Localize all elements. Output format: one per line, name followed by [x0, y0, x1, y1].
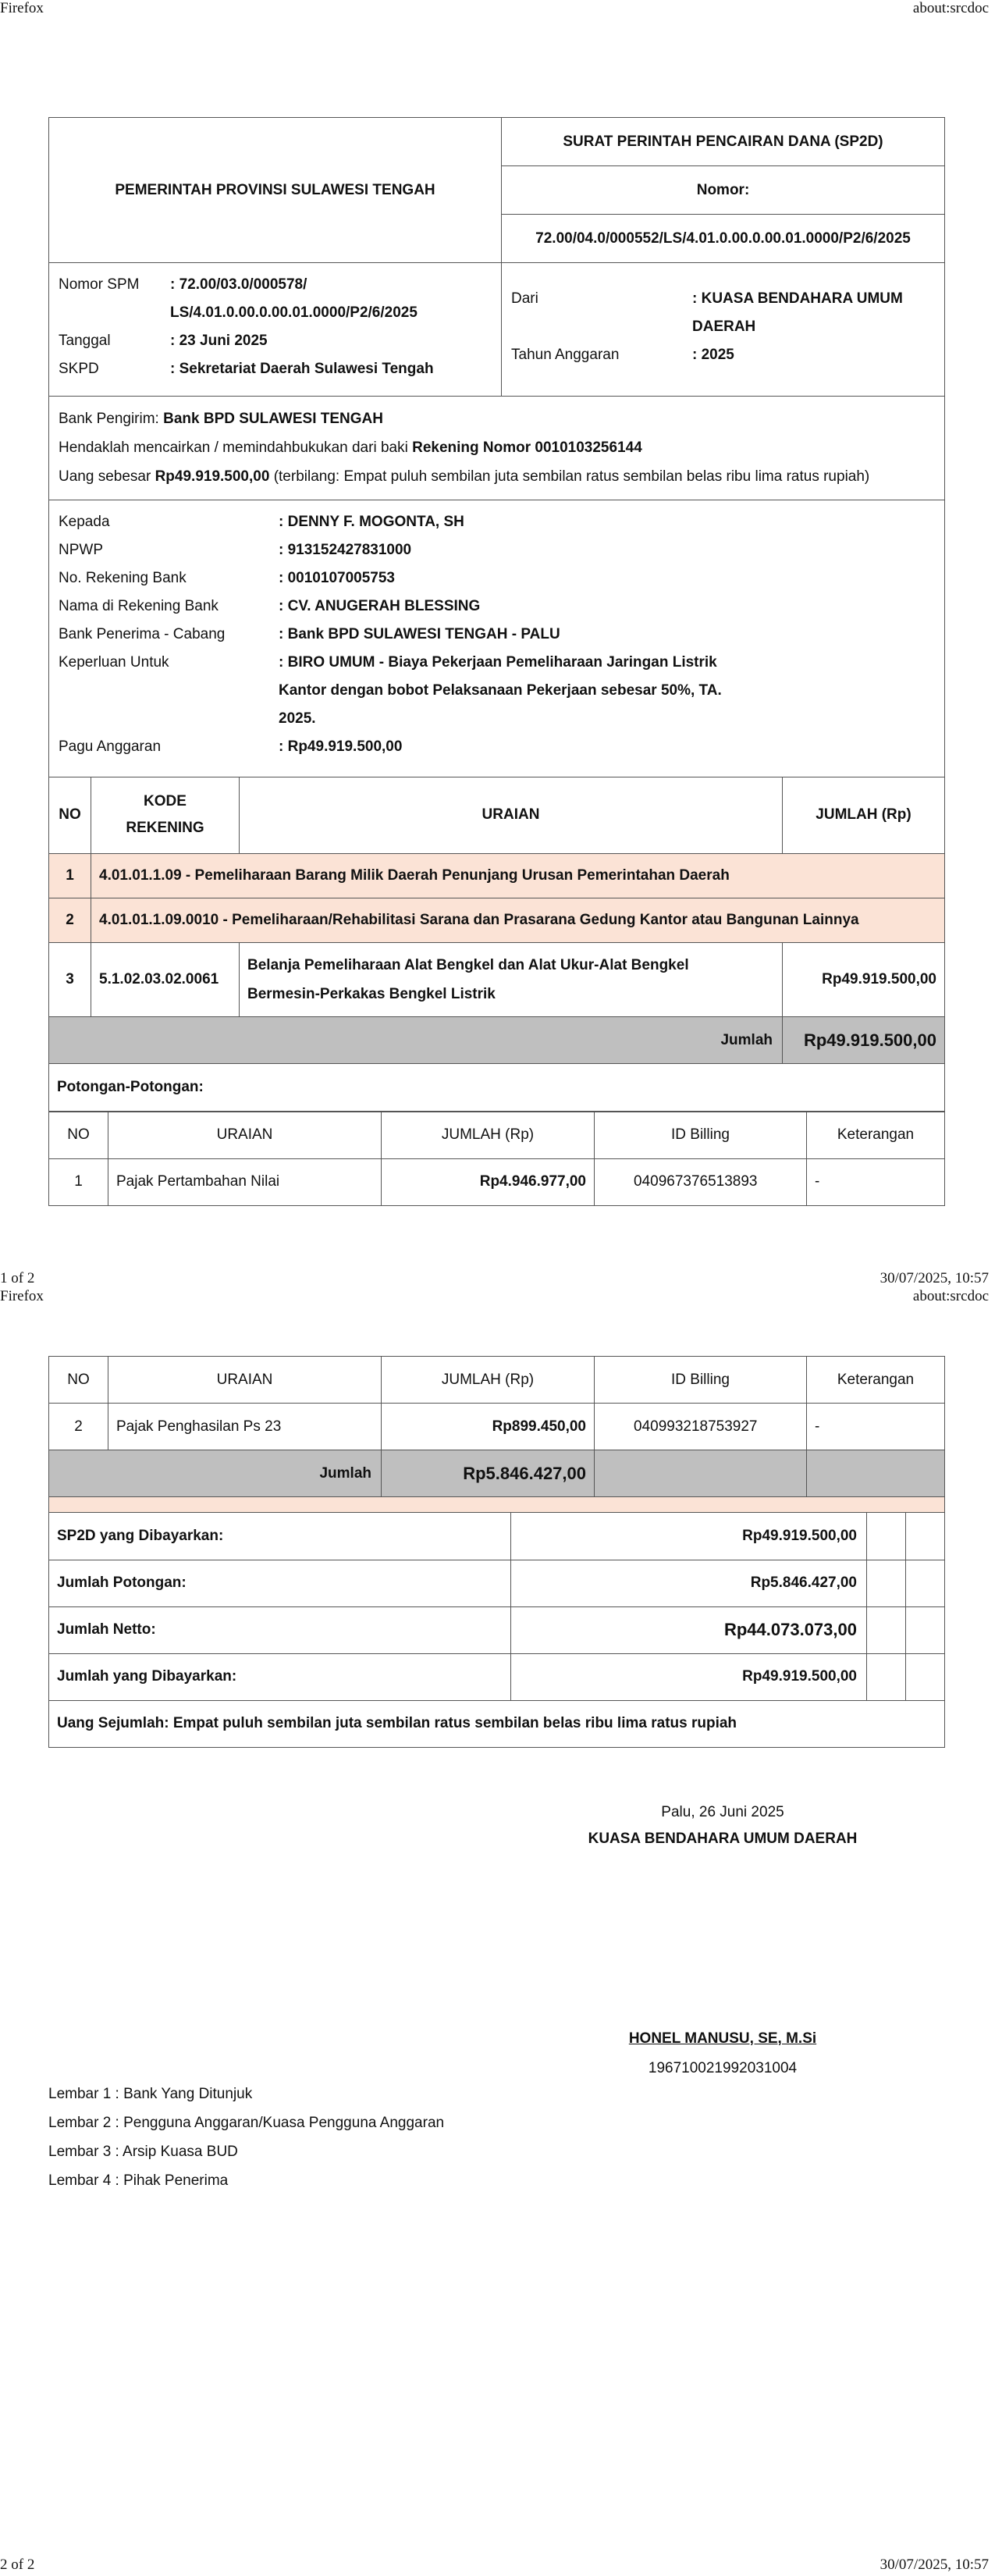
jumlah-dibayarkan-value: Rp49.919.500,00	[511, 1653, 867, 1700]
row3-uraian: Belanja Pemeliharaan Alat Bengkel dan Alat Ukur-Alat Bengkel Bermesin-Perkakas Bengkel Listrik	[240, 943, 783, 1017]
col-no-header: NO	[49, 777, 91, 854]
potongan-title-table	[48, 1064, 945, 1112]
jumlah-dibayarkan-label: Jumlah yang Dibayarkan:	[49, 1653, 511, 1700]
jumlah-potongan-label: Jumlah Potongan:	[49, 1560, 511, 1606]
row3-kode: 5.1.02.03.02.0061	[91, 943, 240, 1017]
keperluan-label: Keperluan Untuk	[59, 654, 169, 671]
signature-nip: 196710021992031004	[648, 2060, 798, 2076]
pot-row1-no: 1	[49, 1158, 108, 1205]
tahun-anggaran-value: : 2025	[692, 347, 734, 363]
keperluan-value: : BIRO UMUM - Biaya Pekerjaan Pemeliharaan Jaringan Listrik	[279, 654, 717, 671]
signature-name-block	[567, 2024, 879, 2083]
pot-total-empty-1	[595, 1450, 807, 1497]
pot-row2-uraian: Pajak Penghasilan Ps 23	[108, 1404, 382, 1450]
summary-row	[49, 1653, 945, 1700]
dari-info	[502, 263, 945, 396]
nomor-value: 72.00/04.0/000552/LS/4.01.0.00.0.00.01.0000/P2/6/2025	[502, 215, 945, 263]
rekening-value: : 0010107005753	[279, 570, 395, 586]
table-row	[49, 898, 945, 943]
pot-col-billing-p2: ID Billing	[595, 1357, 807, 1404]
summary-table	[48, 1513, 945, 1701]
pot-col-no: NO	[49, 1112, 108, 1158]
pot-row2-ket: -	[807, 1404, 945, 1450]
pot-row1-billing: 040967376513893	[595, 1158, 807, 1205]
jumlah-netto-label: Jumlah Netto:	[49, 1606, 511, 1653]
cabang-value: : Bank BPD SULAWESI TENGAH - PALU	[279, 626, 560, 642]
sebesar-value: Rp49.919.500,00	[155, 468, 270, 486]
pot-col-ket-p2: Keterangan	[807, 1357, 945, 1404]
bank-table	[48, 397, 945, 501]
list-item: Lembar 2 : Pengguna Anggaran/Kuasa Pengguna Anggaran	[48, 2115, 445, 2131]
dari-value-cont: DAERAH	[692, 318, 756, 335]
document-title: SURAT PERINTAH PENCAIRAN DANA (SP2D)	[502, 118, 945, 166]
pagu-value: : Rp49.919.500,00	[279, 738, 403, 755]
npwp-label: NPWP	[59, 542, 103, 558]
browser-url-p2: about:srcdoc	[912, 1288, 989, 1304]
list-item: Lembar 4 : Pihak Penerima	[48, 2172, 229, 2189]
nomor-spm-value-cont: LS/4.01.0.00.0.00.01.0000/P2/6/2025	[170, 304, 418, 321]
spm-info	[49, 263, 502, 396]
row1-text: 4.01.01.1.09 - Pemeliharaan Barang Milik Daerah Penunjang Urusan Pemerintahan Daerah	[91, 854, 945, 898]
row3-no: 3	[49, 943, 91, 1017]
rekening-nomor: Rekening Nomor 0010103256144	[412, 439, 642, 457]
sp2d-document-page-2	[48, 1356, 945, 1748]
pot-col-no-p2: NO	[49, 1357, 108, 1404]
pot-col-uraian: URAIAN	[108, 1112, 382, 1158]
pot-total-label: Jumlah	[49, 1450, 382, 1497]
table-row	[49, 854, 945, 898]
table-row	[49, 1404, 945, 1450]
nama-rekening-value: : CV. ANUGERAH BLESSING	[279, 598, 481, 614]
tanggal-label: Tanggal	[59, 333, 111, 349]
instruction-text: Hendaklah mencairkan / memindahbukukan dari baki	[59, 439, 413, 457]
pot-col-ket: Keterangan	[807, 1112, 945, 1158]
pot-row2-no: 2	[49, 1404, 108, 1450]
signature-block	[567, 1799, 879, 1852]
npwp-value: : 913152427831000	[279, 542, 412, 558]
sp2d-dibayarkan-label: SP2D yang Dibayarkan:	[49, 1513, 511, 1560]
nomor-spm-label: Nomor SPM	[59, 276, 140, 293]
keperluan-value-cont2: 2025.	[279, 710, 316, 727]
kepada-label: Kepada	[59, 514, 110, 530]
kepada-value: : DENNY F. MOGONTA, SH	[279, 514, 464, 530]
sebesar-label: Uang sebesar	[59, 468, 155, 486]
page-2-number: 2 of 2	[0, 2556, 35, 2573]
pot-col-billing: ID Billing	[595, 1112, 807, 1158]
table-row	[49, 943, 945, 1017]
pot-row2-billing: 040993218753927	[595, 1404, 807, 1450]
pot-row1-uraian: Pajak Pertambahan Nilai	[108, 1158, 382, 1205]
row2-text: 4.01.01.1.09.0010 - Pemeliharaan/Rehabilitasi Sarana dan Prasarana Gedung Kantor atau Bangunan Lainnya	[91, 898, 945, 943]
jumlah-netto-value: Rp44.073.073,00	[511, 1606, 867, 1653]
pot-row1-jumlah: Rp4.946.977,00	[382, 1158, 595, 1205]
government-name: PEMERINTAH PROVINSI SULAWESI TENGAH	[49, 118, 502, 263]
list-item: Lembar 3 : Arsip Kuasa BUD	[48, 2144, 238, 2160]
sebesar-terbilang: (terbilang: Empat puluh sembilan juta sembilan ratus sembilan belas ribu lima ratus rupiah)	[269, 468, 870, 486]
skpd-value: : Sekretariat Daerah Sulawesi Tengah	[170, 361, 434, 377]
recipient-info	[49, 500, 945, 777]
total-label: Jumlah	[49, 1017, 783, 1064]
pot-total-empty-2	[807, 1450, 945, 1497]
potongan-table-page-2	[48, 1356, 945, 1513]
potongan-title: Potongan-Potongan:	[49, 1064, 945, 1111]
col-jumlah-header: JUMLAH (Rp)	[783, 777, 945, 854]
signature-role: KUASA BENDAHARA UMUM DAERAH	[588, 1831, 858, 1847]
browser-app-name-p2: Firefox	[0, 1288, 44, 1304]
nomor-spm-value: : 72.00/03.0/000578/	[170, 276, 307, 293]
sejumlah-table	[48, 1701, 945, 1749]
cabang-label: Bank Penerima - Cabang	[59, 626, 226, 642]
summary-row	[49, 1606, 945, 1653]
signature-place-date: Palu, 26 Juni 2025	[661, 1804, 784, 1820]
info-table	[48, 263, 945, 397]
row3-jumlah: Rp49.919.500,00	[783, 943, 945, 1017]
browser-app-name: Firefox	[0, 0, 44, 16]
col-uraian-header: URAIAN	[240, 777, 783, 854]
keperluan-value-cont: Kantor dengan bobot Pelaksanaan Pekerjaan sebesar 50%, TA.	[279, 682, 722, 699]
summary-row	[49, 1513, 945, 1560]
jumlah-potongan-value: Rp5.846.427,00	[511, 1560, 867, 1606]
pot-total-value: Rp5.846.427,00	[382, 1450, 595, 1497]
pot-row1-ket: -	[807, 1158, 945, 1205]
dari-label: Dari	[511, 290, 538, 307]
recipient-table	[48, 500, 945, 777]
summary-row	[49, 1560, 945, 1606]
total-value: Rp49.919.500,00	[783, 1017, 945, 1064]
row2-no: 2	[49, 898, 91, 943]
page-1-number: 1 of 2	[0, 1270, 35, 1286]
pot-spacer-row	[49, 1497, 945, 1513]
dari-value: : KUASA BENDAHARA UMUM	[692, 290, 903, 307]
bank-info	[49, 397, 945, 500]
sp2d-document-page-1	[48, 117, 945, 1206]
nama-rekening-label: Nama di Rekening Bank	[59, 598, 219, 614]
list-item: Lembar 1 : Bank Yang Ditunjuk	[48, 2086, 253, 2102]
potongan-table-page-1	[48, 1112, 945, 1206]
pagu-label: Pagu Anggaran	[59, 738, 162, 755]
table-row	[49, 1158, 945, 1205]
rekening-table	[48, 777, 945, 1065]
nomor-label: Nomor:	[502, 166, 945, 215]
page-2-datetime: 30/07/2025, 10:57	[880, 2556, 989, 2573]
bank-pengirim-label: Bank Pengirim:	[59, 411, 164, 428]
tahun-anggaran-label: Tahun Anggaran	[511, 347, 620, 363]
signature-name: HONEL MANUSU, SE, M.Si	[628, 2030, 817, 2047]
rekening-label: No. Rekening Bank	[59, 570, 187, 586]
lembar-list	[48, 2080, 444, 2195]
skpd-label: SKPD	[59, 361, 99, 377]
pot-row2-jumlah: Rp899.450,00	[382, 1404, 595, 1450]
browser-url: about:srcdoc	[912, 0, 989, 16]
col-kode-header: KODE REKENING	[91, 777, 240, 854]
sp2d-dibayarkan-value: Rp49.919.500,00	[511, 1513, 867, 1560]
bank-pengirim-value: Bank BPD SULAWESI TENGAH	[163, 411, 383, 428]
pot-col-uraian-p2: URAIAN	[108, 1357, 382, 1404]
uang-sejumlah: Uang Sejumlah: Empat puluh sembilan juta sembilan ratus sembilan belas ribu lima ratus rupiah	[49, 1701, 945, 1748]
page-1-datetime: 30/07/2025, 10:57	[880, 1270, 989, 1286]
pot-col-jumlah: JUMLAH (Rp)	[382, 1112, 595, 1158]
header-table	[48, 117, 945, 263]
tanggal-value: : 23 Juni 2025	[170, 333, 268, 349]
row1-no: 1	[49, 854, 91, 898]
pot-col-jumlah-p2: JUMLAH (Rp)	[382, 1357, 595, 1404]
